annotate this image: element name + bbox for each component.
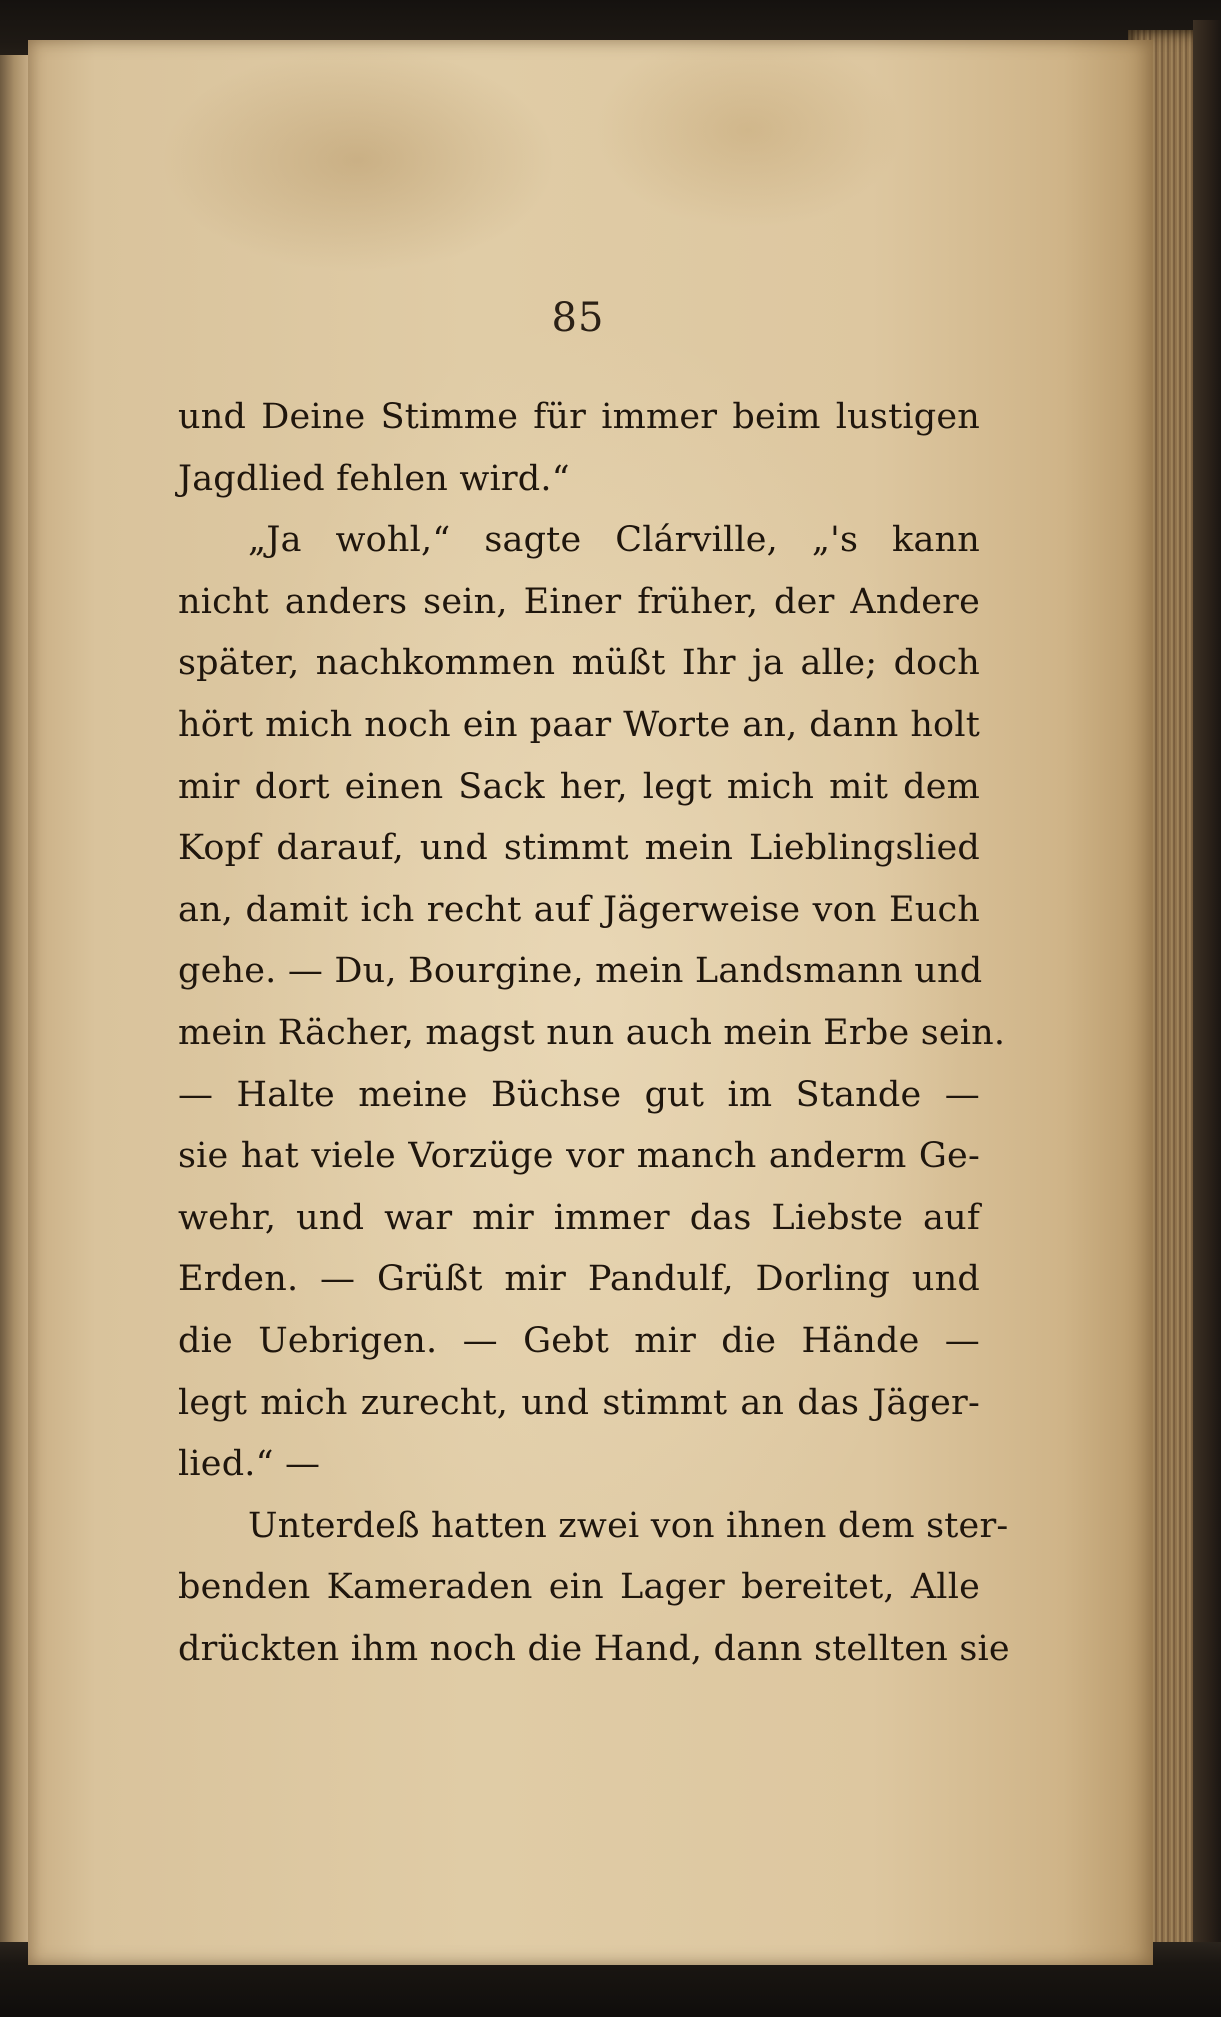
text-line-9: an, damit ich recht auf Jägerweise von Euch: [178, 889, 980, 930]
text-line-4: nicht anders sein, Einer früher, der Andere: [178, 581, 980, 622]
text-line-13: sie hat viele Vorzüge vor manch anderm Ge-: [178, 1136, 980, 1177]
text-line-21: drückten ihm noch die Hand, dann stellten sie: [178, 1628, 1010, 1669]
text-line-7: mir dort einen Sack her, legt mich mit dem: [178, 766, 980, 807]
text-line-20: benden Kameraden ein Lager bereitet, Alle: [178, 1567, 980, 1608]
text-line-1: und Deine Stimme für immer beim lustigen: [178, 397, 980, 437]
text-line-12: — Halte meine Büchse gut im Stande —: [178, 1074, 980, 1115]
book-cover-edge: [1193, 20, 1221, 1980]
text-line-10: gehe. — Du, Bourgine, mein Landsmann und: [178, 951, 983, 992]
text-line-15: Erden. — Grüßt mir Pandulf, Dorling und: [178, 1259, 980, 1300]
paper-page: [28, 40, 1153, 1965]
text-line-2: Jagdlied fehlen wird.“: [178, 458, 570, 499]
text-line-19: Unterdeß hatten zwei von ihnen dem ster-: [248, 1505, 1009, 1546]
text-line-6: hört mich noch ein paar Worte an, dann holt: [178, 704, 980, 745]
text-line-5: später, nachkommen müßt Ihr ja alle; doch: [178, 643, 980, 684]
text-line-16: die Uebrigen. — Gebt mir die Hände —: [178, 1320, 980, 1361]
text-line-3: „Ja wohl,“ sagte Clárville, „'s kann: [248, 520, 980, 561]
page-number: 85: [551, 295, 605, 341]
body-text: [178, 387, 1010, 1680]
text-line-17: legt mich zurecht, und stimmt an das Jäger-: [178, 1382, 980, 1423]
text-line-14: wehr, und war mir immer das Liebste auf: [178, 1197, 980, 1238]
text-line-18: lied.“ —: [178, 1444, 321, 1485]
text-line-8: Kopf darauf, und stimmt mein Lieblingslied: [178, 828, 980, 869]
text-line-11: mein Rächer, magst nun auch mein Erbe sein.: [178, 1012, 1006, 1053]
